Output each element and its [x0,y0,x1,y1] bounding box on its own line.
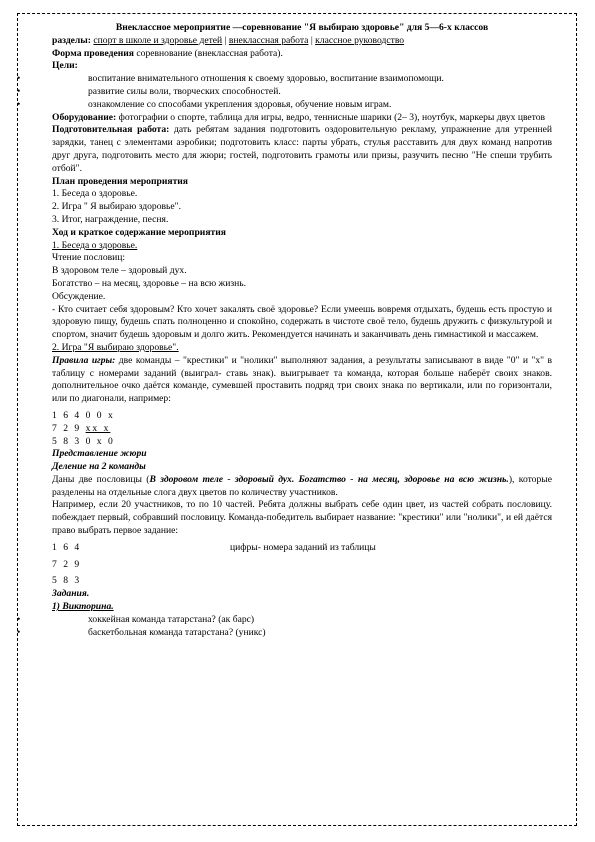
talk-discussion: Обсуждение. [52,290,106,302]
example-row: 1 6 4 0 0 х [52,409,115,421]
plan-item: 3. Итог, награждение, песня. [52,213,169,225]
quiz-list [17,613,552,640]
task-table-row: 1 6 4 цифры- номера заданий из таблицы [52,541,376,553]
list-item: • ознакомление со способами укрепления здоровья, обучение новым играм. [17,98,392,110]
tasks-label: Задания. [52,588,90,600]
division-heading: Деление на 2 команды [52,461,146,473]
list-item: • воспитание внимательного отношения к своему здоровью, воспитание взаимопомощи. [17,73,444,85]
talk-paragraph: - Кто считает себя здоровым? Кто хочет закалять своё здоровье? Если умеешь вовремя отдыхать, будешь есть простую и здоровую пищу, будешь спать полноценно и спокойно, содержать в чистоте своё тело, будешь дружить с физкультурой и спортом, значит будешь здоровым и долго жить. Рекомендуется начинать и заканчивать день гимнастикой и массажем. [52,303,552,341]
section-link-sport[interactable]: спорт в школе и здоровье детей [93,34,223,46]
document-title: Внеклассное мероприятие —соревнование "Я выбираю здоровье" для 5—6-х классов [115,22,489,33]
goals-label: Цели: [52,60,78,72]
list-item: • развитие силы воли, творческих способностей. [17,85,281,97]
form-line: Форма проведения соревнование (внеклассная работа). [52,47,283,59]
goals-list [17,73,552,111]
example-row: 7 2 9 хх х [52,422,111,434]
bullet-icon: • [17,613,21,625]
proverb: В здоровом теле – здоровый дух. [52,265,187,277]
course-heading: Ход и краткое содержание мероприятия [52,226,226,238]
bullet-icon: • [17,85,21,97]
division-paragraph-1: Даны две пословицы (В здоровом теле - здоровый дух. Богатство - на месяц, здоровье на всю жизнь.), которые разделены на отдельные слога двух цветов по количеству участников. [52,473,552,498]
game-heading: 2. Игра "Я выбираю здоровье". [52,341,179,353]
section-link-extracurricular[interactable]: внеклассная работа [228,34,309,46]
task-table-note: цифры- номера заданий из таблицы [230,541,376,553]
talk-reading: Чтение пословиц: [52,252,126,264]
bullet-icon: • [17,98,21,110]
bullet-icon: • [17,73,21,85]
game-rules: Правила игры: две команды – "крестики" и "нолики" выполняют задания, а результаты записывают в виде "0" и "х" в таблицу с номерами заданий (выиграл- ставь знак). выигрывает та команда, которая больше наберёт своих знаков. дополнительное очко даётся команде, сумевшей проставить подряд три своих знака по вертикали, или по горизонтали, или по диагонали, например: [52,354,552,405]
presentation-heading: Представление жюри [52,448,147,460]
sections-line: разделы: спорт в школе и здоровье детей | внеклассная работа | классное руководство [52,34,405,46]
example-row: 5 8 3 0 х 0 [52,435,115,447]
equipment-paragraph: Оборудование: фотографии о спорте, таблица для игры, ведро, теннисные шарики (2– 3), ноутбук, маркеры двух цветов [52,111,546,123]
plan-item: 2. Игра " Я выбираю здоровье". [52,201,182,213]
section-link-class-management[interactable]: классное руководство [315,34,405,46]
division-paragraph-2: Например, если 20 участников, то по 10 частей. Ребята должны выбрать себе один цвет, из частей собрать пословицу. побеждает первый, собравший пословицу. Команда-победитель выбирает название: "крестики" или "нолики", и ей даётся право выбрать первое задание: [52,499,552,537]
proverb: Богатство – на месяц, здоровье – на всю жизнь. [52,277,247,289]
task-table-row: 5 8 3 [52,575,82,587]
list-item: • хоккейная команда татарстана? (ак барс) [17,613,255,625]
document-body [17,22,552,639]
list-item: • баскетбольная команда татарстана? (уникс) [17,626,266,638]
plan-item: 1. Беседа о здоровье. [52,188,138,200]
quiz-heading: 1) Викторина. [52,601,114,613]
talk-heading: 1. Беседа о здоровье. [52,239,138,251]
plan-heading: План проведения мероприятия [52,175,188,187]
bullet-icon: • [17,626,21,638]
sections-label: разделы: [52,34,91,46]
prep-paragraph: Подготовительная работа: дать ребятам задания подготовить оздоровительную рекламу, упражнение для утренней зарядки, танец с элементами аэробики; подготовить класс: парты убрать, стулья расставить для двух команд напротив друг друга, подготовить место для жюри; гостей, подготовить грамоты или призы, разучить песню "Не спеши трубить отбой". [52,124,552,174]
task-table-row: 7 2 9 [52,558,82,570]
